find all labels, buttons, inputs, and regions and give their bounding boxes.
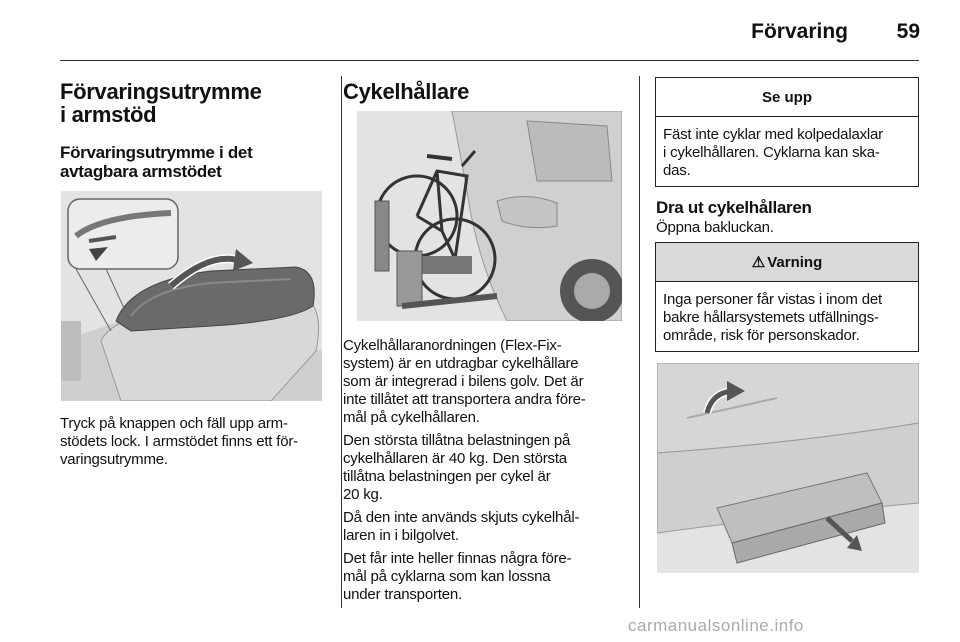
text-line: bakre hållarsystemets utfällnings- — [663, 309, 879, 326]
col1-body — [60, 415, 340, 469]
col3-intro — [656, 219, 920, 237]
col1-body-line: stödets lock. I armstödet finns ett för- — [60, 433, 298, 450]
armrest-illustration — [61, 191, 322, 401]
col2-paragraph — [343, 337, 638, 427]
text-line: Inga personer får vistas i inom det — [663, 291, 882, 308]
pull-out-carrier-illustration — [657, 363, 919, 573]
column-divider-1 — [341, 76, 342, 608]
col2-paragraph — [343, 509, 638, 545]
warning-header — [656, 243, 918, 282]
col3-intro-text: Öppna bakluckan. — [656, 219, 774, 236]
col1-body-line: Tryck på knappen och fäll upp arm- — [60, 415, 288, 432]
text-line: område, risk för personskador. — [663, 327, 860, 344]
text-line: das. — [663, 162, 691, 179]
caution-box — [655, 77, 919, 187]
watermark: carmanualsonline.info — [628, 616, 804, 635]
text-line: Cykelhållaranordningen (Flex-Fix- — [343, 337, 562, 354]
text-line: mål på cyklarna som kan lossna — [343, 568, 551, 585]
warning-icon: ⚠ — [751, 254, 766, 271]
col2-heading — [343, 80, 633, 103]
text-line: system) är en utdragbar cykelhållare — [343, 355, 579, 372]
text-line: som är integrerad i bilens golv. Det är — [343, 373, 584, 390]
bike-carrier-illustration — [357, 111, 622, 321]
col3-heading-text: Dra ut cykelhållaren — [656, 198, 812, 217]
text-line: under transporten. — [343, 586, 462, 603]
text-line: Den största tillåtna belastningen på — [343, 432, 571, 449]
warning-title: Varning — [767, 253, 823, 271]
col2-paragraph — [343, 432, 638, 504]
text-line: tillåtna belastningen per cykel är — [343, 468, 551, 485]
text-line: cykelhållaren är 40 kg. Den största — [343, 450, 567, 467]
page-number: 59 — [896, 20, 920, 43]
col3-heading — [656, 198, 920, 217]
col1-body-line: varingsutrymme. — [60, 451, 168, 468]
warning-box — [655, 242, 919, 352]
text-line: laren in i bilgolvet. — [343, 527, 459, 544]
caution-body — [656, 117, 918, 180]
text-line: Det får inte heller finnas några före- — [343, 550, 572, 567]
col2-heading-text: Cykelhållare — [343, 79, 470, 104]
col2-body — [343, 337, 638, 604]
text-line: Då den inte används skjuts cykelhål- — [343, 509, 580, 526]
col1-subheading — [60, 143, 330, 181]
col2-paragraph — [343, 550, 638, 604]
text-line: i cykelhållaren. Cyklarna kan ska- — [663, 144, 880, 161]
col1-heading-line2: i armstöd — [60, 102, 157, 127]
text-line: 20 kg. — [343, 486, 383, 503]
text-line: inte tillåtet att transportera andra före- — [343, 391, 586, 408]
text-line: mål på cykelhållaren. — [343, 409, 480, 426]
running-header-title: Förvaring — [751, 20, 848, 43]
caution-title: Se upp — [656, 78, 918, 117]
warning-body — [656, 282, 918, 345]
col1-subheading-line1: Förvaringsutrymme i det — [60, 143, 253, 162]
column-divider-2 — [639, 76, 640, 608]
text-line: Fäst inte cyklar med kolpedalaxlar — [663, 126, 883, 143]
col1-subheading-line2: avtagbara armstödet — [60, 162, 222, 181]
col1-heading-line1: Förvaringsutrymme — [60, 79, 262, 104]
header-rule — [60, 60, 919, 61]
col1-heading — [60, 80, 330, 126]
